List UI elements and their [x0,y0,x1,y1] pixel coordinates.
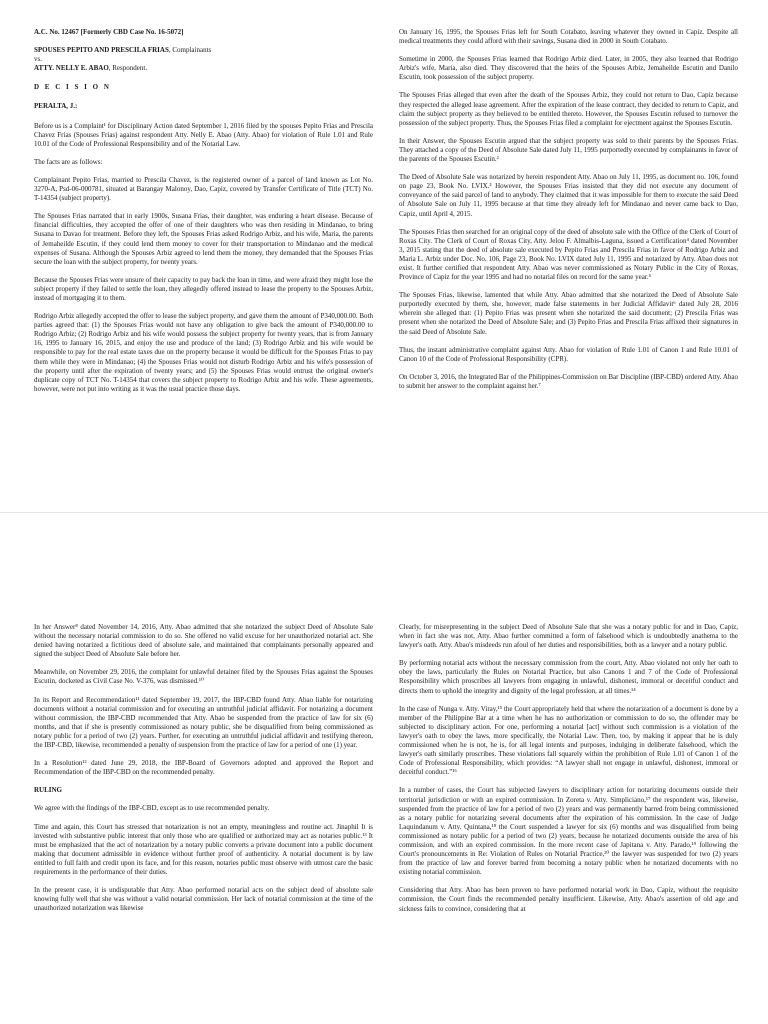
paragraph-list [399,623,738,914]
paragraph: In the present case, it is undisputable that Atty. Abao performed notarial acts on the subject deed of absolute sale knowing fully well that she was without a valid notarial commission. Her lack of notarial commission at the time of the unauthorized notarization was likewise [34,886,373,913]
paragraph: Sometime in 2000, the Spouses Frias learned that Rodrigo Arbiz died. Later, in 2005, they also learned that Rodrigo Arbiz's wife, Maria, also died. They discovered that the heirs of the Spouses Arbiz, Jemaheilde Escutin and Danilo Escutin, took possession of the subject property. [399,55,738,82]
paragraph: The Spouses Frias, likewise, lamented that while Atty. Abao admitted that she notarized the Deed of Absolute Sale purportedly executed by them, she, however, made false statements in her Judicial Affidavit⁶ dated July 28, 2016 wherein she alleged that: (1) Pepito Frias was present when she notarized the said document; (2) Prescila Frias was present when she notarized the Deed of Absolute Sale; and (3) Pepito Frias and Prescila Frias affixed their signatures in the said Deed of Absolute Sale. [399,291,738,336]
case-number: A.C. No. 12467 [Formerly CBD Case No. 16-5072] [34,28,184,36]
page-1-left-column [34,28,373,403]
paragraph-list [34,804,373,913]
versus: vs. [34,55,42,64]
paragraph: By performing notarial acts without the necessary commission from the court, Atty. Abao violated not only her oath to obey the laws, particularly the Rules on Notarial Practice, but also Canons 1 and 7 of the Code of Professional Responsibility which proscribes all lawyers from engaging in unlawful, dishonest, immoral or deceitful conduct and directs them to uphold the integrity and dignity of the legal profession, at all times.¹⁴ [399,659,738,695]
paragraph: Considering that Atty. Abao has been proven to have performed notarial work in Dao, Capiz, without the requisite commission, the Court finds the recommended penalty insufficient. Likewise, Atty. Abao's assertion of old age and sickness fails to convince, considering that at [399,886,738,913]
paragraph: The facts are as follows: [34,157,103,166]
paragraph: In a number of cases, the Court has subjected lawyers to disciplinary action for notarizing documents outside their territorial jurisdiction or with an expired commission. In Zoreta v. Atty. Simpliciano,¹⁷ the respondent was, likewise, suspended from the practice of law for a period of two (2) years and was permanently barred from being commissioned as a notary public for notarizing several documents after the expiration of his commission. In the case of Judge Laquindanum v. Atty. Quintana,¹⁸ the Court suspended a lawyer for six (6) months and was disqualified from being commissioned as notary public for a period of two (2) years, because he notarized documents outside the area of his commission, and with an expired commission. In the more recent case of Japitana v. Atty. Parado,¹⁹ following the Court's pronouncements in Re: Violation of Rules on Notarial Practice,²⁰ the lawyer was suspended for two (2) years from the practice of law and forever barred from becoming a notary public when he notarized documents with no existing notarial commission. [399,786,738,877]
paragraph: In its Report and Recommendation¹¹ dated September 19, 2017, the IBP-CBD found Atty. Abao liable for notarizing documents without a notarial commission and for executing an untruthful judicial affidavit. For notarizing a document without commission, the IBP-CBD recommended that Atty. Abao be suspended from the practice of law for six (6) months, and that if she is presently commissioned as notary public, she be disqualified from being commissioned as notary public for a period of two (2) years. Further, for executing an untruthful judicial affidavit and testifying thereon, the IBP-CBD, likewise, recommended a penalty of suspension from the practice of law for a period of one (1) year. [34,695,373,750]
paragraph: In the case of Nunga v. Atty. Viray,¹⁵ the Court appropriately held that where the notarization of a document is done by a member of the Philippine Bar at a time when he has no authorization or commission to do so, the offender may be subjected to disciplinary action. For one, performing a notarial [act] without such commission is a violation of the lawyer's oath to obey the laws, more specifically, the Notarial Law. Then, too, by making it appear that he is duly commissioned when he is not, he is, for all legal intents and purposes, indulging in deliberate falsehood, which the lawyer's oath similarly proscribes. These violations fall squarely within the prohibition of Rule 1.01 of Canon 1 of the Code of Professional Responsibility, which provides: “A lawyer shall not engage in unlawful, dishonest, immoral or deceitful conduct.”¹⁶ [399,704,738,777]
paragraph: Time and again, this Court has stressed that notarization is not an empty, meaningless and routine act. Jinaphil It is invested with substantive public interest that only those who are qualified or authorized may act as notaries public.¹³ It must be emphasized that the act of notarization by a notary public converts a private document into a public document making that document admissible in evidence without further proof of authenticity. A notarial document is by law entitled to full faith and credit upon its face, and for this reason, notaries public must observe with utmost care the basic requirements in the performance of their duties. [34,822,373,876]
paragraph: On October 3, 2016, the Integrated Bar of the Philippines-Commission on Bar Discipline (IBP-CBD) ordered Atty. Abao to submit her answer to the complaint against her.⁷ [399,372,738,390]
paragraph: Before us is a Complaint¹ for Disciplinary Action dated September 1, 2016 filed by the spouses Pepito Frias and Prescila Chavez Frias (Spouses Frias) against respondent Atty. Nelly E. Abao (Atty. Abao) for violation of Rule 1.01 and Rule 10.01 of the Code of Professional Responsibility and of the Notarial Law. [34,121,373,148]
case-parties [34,46,373,73]
page-1-right-column [399,28,738,403]
paragraph: Thus, the instant administrative complaint against Atty. Abao for violation of Rule 1.01 of Canon 1 and Rule 10.01 of Canon 10 of the Code of Professional Responsibility (CPR). [399,345,738,363]
paragraph: In their Answer, the Spouses Escutin argued that the subject property was sold to their parents by the Spouses Frias. They attached a copy of the Deed of Absolute Sale dated July 11, 1995 purportedly executed by complainants in favor of the parents of the Spouses Escutin.² [399,136,738,164]
page-2-left-column [34,623,373,923]
paragraph-list [34,122,373,394]
paragraph: The Deed of Absolute Sale was notarized by herein respondent Atty. Abao on July 11, 1995, as document no. 106, found on page 23, Book No. LVIX.³ However, the Spouses Frias insisted that they did not execute any document of conveyance of the said parcel of land to anybody. They claimed that it was impossible for them to execute the said Deed of Absolute Sale on July 11, 1995 because at that time they already left for Mindanao and never came back to Dao, Capiz, until April 4, 2015. [399,173,738,218]
paragraph: Clearly, for misrepresenting in the subject Deed of Absolute Sale that she was a notary public for and in Dao, Capiz, when in fact she was not, Atty. Abao further committed a form of falsehood which is undoubtedly anathema to the lawyer's oath. Atty. Abao's misdeeds run afoul of her duties and responsibilities, both as a lawyer and a notary public. [399,623,738,650]
document-page-2 [0,512,768,1024]
complainants-role: , Complainants [168,46,212,55]
paragraph: Because the Spouses Frias were unsure of their capacity to pay back the loan in time, and were afraid they might lose the subject property if they failed to settle the loan, they allegedly offered instead to lease the property to the Spouses Arbiz, instead of mortgaging it to them. [34,275,373,302]
paragraph: Rodrigo Arbiz allegedly accepted the offer to lease the subject property, and gave them the amount of P340,000.00. Both parties agreed that: (1) the Spouses Frias would not have any obligation to give back the amount of P340,000.00 to Rodrigo Arbiz; (2) Rodrigo Arbiz and his wife would possess the subject property for twenty years, that is from January 16, 1995 to January 16, 2015, and enjoy the use and produce of the land; (3) Rodrigo Arbiz and his wife would be responsible to pay for the real estate taxes due on the property because it would be difficult for the Spouses Frias to pay them while they were in Mindanao; (4) the Spouses Frias would not disturb Rodrigo Arbiz and his wife's possession of the property until after the expiration of twenty years; and (5) the Spouses Frias would entrust the original owner's duplicate copy of TCT No. T-14354 that covers the subject property to Rodrigo Arbiz and his wife. These agreements, however, were not put into writing as it was the usual practice those days. [34,312,373,393]
paragraph: We agree with the findings of the IBP-CBD, except as to use recommended penalty. [34,804,270,813]
paragraph: In her Answer⁸ dated November 14, 2016, Atty. Abao admitted that she notarized the subject Deed of Absolute Sale without the necessary notarial commission to do so. She offered no valid excuse for her unauthorized notarial act. She denied having notarized a fictitious deed of absolute sale, and maintained that complainants personally appeared and signed the subject Deed of Absolute Sale before her. [34,623,373,659]
paragraph: Complainant Pepito Frias, married to Prescila Chavez, is the registered owner of a parcel of land known as Lot No. 3270-A, Psd-06-000781, situated at Barangay Malonoy, Dao, Capiz, covered by Transfer Certificate of Title (TCT) No. T-14354 (subject property). [34,175,373,203]
paragraph: The Spouses Frias alleged that even after the death of the Spouses Arbiz, they could not return to Dao, Capiz because they respected the alleged lease agreement. After the expiration of the lease contract, they decided to return to Capiz, and claim the subject property as they believed to be entitled thereto. However, the Spouses Escutin refused to turnover the possession of the subject property. Thus, the Spouses Frias filed a complaint for ejectment against the Spouses Escutin. [399,91,738,127]
ruling-heading: RULING [34,786,63,795]
paragraph: In a Resolution¹² dated June 29, 2018, the IBP-Board of Governors adopted and approved the Report and Recommendation of the IBP-CBD on the recommended penalty. [34,759,373,777]
decision-heading: D E C I S I O N [34,83,111,92]
paragraph: The Spouses Frias then searched for an original copy of the deed of absolute sale with the Office of the Clerk of Court of Roxas City. The Clerk of Court of Roxas City, Atty. Jelou F. Almalbis-Laguna, issued a Certification⁴ dated November 3, 2015 stating that the deed of absolute sale executed by Pepito Frias and Prescila Frias in favor of Rodrigo Arbiz and Maria L. Arbiz under Doc. No. 106, Page 23, Book No. LVIX dated July 11, 1995 and notarized by Atty. Abao does not exist. It further certified that respondent Atty. Abao was never commissioned as Notary Public in the City of Roxas, Province of Capiz for the year 1995 and had no notarial files on record for the same year.⁵ [399,227,738,282]
paragraph: Meanwhile, on November 29, 2016, the complaint for unlawful detainer filed by the Spouses Frias against the Spouses Escutin, docketed as Civil Case No. V-376, was dismissed.¹⁰ [34,668,373,686]
complainants-name: SPOUSES PEPITO AND PRESCILA FRIAS [34,46,169,55]
page-2-right-column [399,623,738,923]
paragraph: On January 16, 1995, the Spouses Frias left for South Cotabato, leaving whatever they owned in Capiz. Despite all medical treatments they could afford with their savings, Susana died in 2000 in South Cotabato. [399,28,738,46]
paragraph-list [399,28,738,391]
respondent-name: ATTY. NELLY E. ABAO [34,64,109,73]
paragraph: The Spouses Frias narrated that in early 1900s, Susana Frias, their daughter, was enduring a heart disease. Because of financial difficulties, they accepted the offer of one of their daughters who was then residing in Mindanao, to bring Susana to Davao for treatment. Before they left, the Spouses Frias asked Rodrigo Arbiz, and his wife, Maria, the parents of Jemaheilde Escutin, if they could lend them money to cover for their transportation to Mindanao and the medical expenses of Susana. Although the Spouses Arbiz agreed to lend them the money, they demanded that the Spouses Frias secure the loan with the subject property, for twenty years. [34,212,373,266]
ponente: PERALTA, J.: [34,102,78,111]
paragraph-list [34,623,373,777]
respondent-role: , Respondent. [108,64,148,73]
